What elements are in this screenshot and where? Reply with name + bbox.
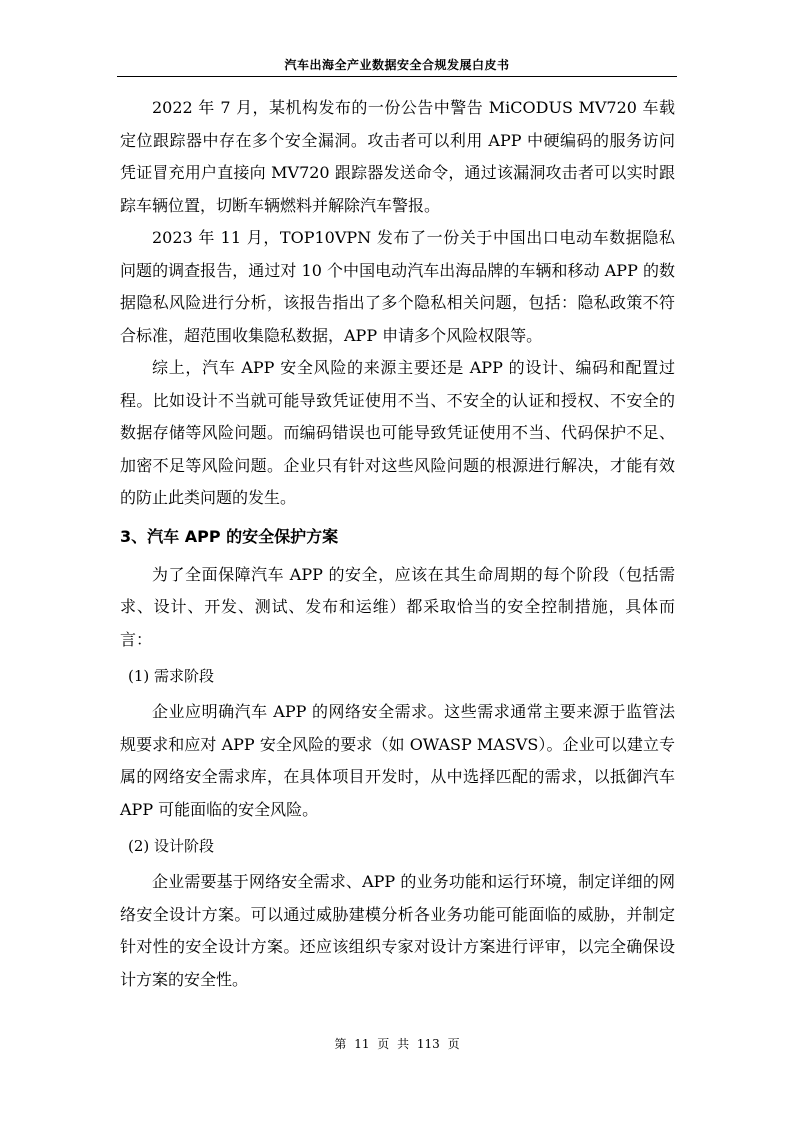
page-body (120, 92, 675, 996)
paragraph-requirements-phase: 企业应明确汽车 APP 的网络安全需求。这些需求通常主要来源于监管法规要求和应对 APP 安全风险的要求（如 OWASP MASVS）。企业可以建立专属的网络安全需求库，在具体项目开发时，从中选择匹配的需求，以抵御汽车 APP 可能面临的安全风险。 (120, 702, 675, 819)
paragraph-lifecycle-intro: 为了全面保障汽车 APP 的安全，应该在其生命周期的每个阶段（包括需求、设计、开发、测试、发布和运维）都采取恰当的安全控制措施，具体而言： (120, 564, 675, 649)
subheading-design-phase: (2) 设计阶段 (128, 837, 215, 855)
page-number-footer: 第 11 页 共 113 页 (334, 1037, 460, 1051)
section-heading-app-protection: 3、汽车 APP 的安全保护方案 (120, 526, 339, 546)
paragraph-risk-summary: 综上，汽车 APP 安全风险的来源主要还是 APP 的设计、编码和配置过程。比如设计不当就可能导致凭证使用不当、不安全的认证和授权、不安全的数据存储等风险问题。而编码错误也可能导致凭证使用不当、代码保护不足、加密不足等风险问题。企业只有针对这些风险问题的根源进行解决，才能有效的防止此类问题的发生。 (120, 358, 675, 507)
running-header-title: 汽车出海全产业数据安全合规发展白皮书 (284, 58, 510, 72)
subheading-requirements-phase: (1) 需求阶段 (128, 667, 215, 685)
paragraph-micodus-vulnerability: 2022 年 7 月，某机构发布的一份公告中警告 MiCODUS MV720 车载定位跟踪器中存在多个安全漏洞。攻击者可以利用 APP 中硬编码的服务访问凭证冒充用户直接向 MV720 跟踪器发送命令，通过该漏洞攻击者可以实时跟踪车辆位置，切断车辆燃料并解除汽车警报。 (120, 98, 675, 215)
paragraph-top10vpn-report: 2023 年 11 月，TOP10VPN 发布了一份关于中国出口电动车数据隐私问题的调查报告，通过对 10 个中国电动汽车出海品牌的车辆和移动 APP 的数据隐私风险进行分析，该报告指出了多个隐私相关问题，包括：隐私政策不符合标准，超范围收集隐私数据，APP 申请多个风险权限等。 (120, 228, 675, 345)
header-divider (117, 76, 677, 77)
paragraph-design-phase: 企业需要基于网络安全需求、APP 的业务功能和运行环境，制定详细的网络安全设计方案。可以通过威胁建模分析各业务功能可能面临的威胁，并制定针对性的安全设计方案。还应该组织专家对设计方案进行评审，以完全确保设计方案的安全性。 (120, 872, 675, 989)
